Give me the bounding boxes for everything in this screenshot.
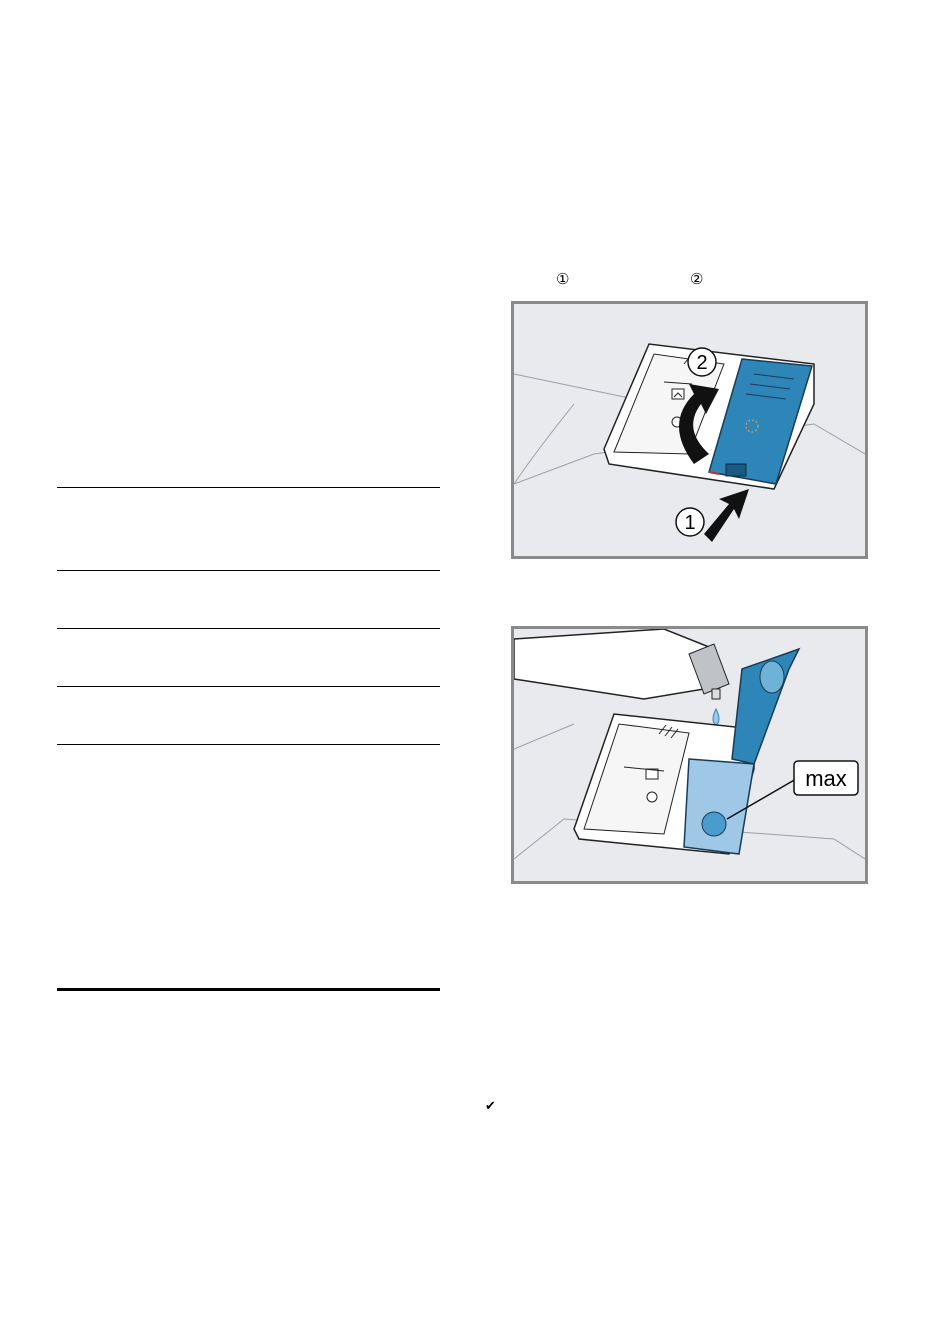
max-label: max [805, 766, 847, 791]
step-marker-1: ① [556, 271, 570, 288]
callout-2: 2 [696, 352, 708, 374]
figure-fill-rinse-aid [511, 626, 868, 884]
section-rule [57, 988, 440, 991]
table-rule [57, 628, 440, 629]
callout-1: 1 [684, 512, 696, 534]
table-rule [57, 570, 440, 571]
table-rule [57, 686, 440, 687]
table-rule-bottom [57, 744, 440, 745]
figure-open-dispenser [511, 301, 868, 559]
rinse-aid-fill-illustration [514, 629, 865, 881]
dispenser-open-illustration [514, 304, 865, 556]
table-rule-top [57, 487, 440, 488]
step-marker-2: ② [690, 271, 704, 288]
result-check-icon: ✔ [485, 1098, 496, 1113]
